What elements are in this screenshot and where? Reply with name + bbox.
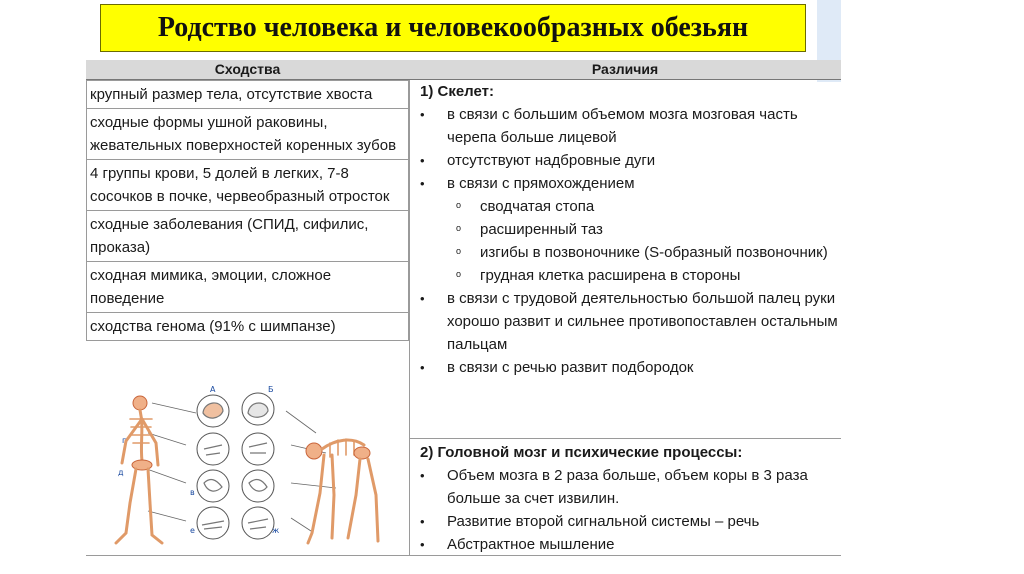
ape-skeleton-icon	[306, 439, 378, 543]
similarity-item: сходные формы ушной раковины, жевательных поверхностей коренных зубов	[86, 108, 409, 160]
skeleton-comparison-figure	[86, 383, 409, 555]
differences-column	[410, 80, 841, 555]
list-item: • в связи с большим объемом мозга мозговая часть черепа больше лицевой	[410, 103, 841, 149]
page-title: Родство человека и человекообразных обезьян	[157, 12, 749, 43]
letter-zh: ж	[272, 526, 280, 535]
sub-list-item: o грудная клетка расширена в стороны	[410, 264, 841, 287]
list-item: • в связи с речью развит подбородок	[410, 356, 841, 379]
brain-section-title: 2) Головной мозг и психические процессы:	[420, 444, 743, 461]
title-banner	[100, 4, 806, 52]
similarity-item: сходства генома (91% с шимпанзе)	[86, 312, 409, 341]
table-header	[86, 60, 841, 80]
similarities-column	[86, 80, 409, 341]
similarity-item: 4 группы крови, 5 долей в легких, 7-8 сосочков в почке, червеобразный отросток	[86, 159, 409, 211]
letter-e: е	[190, 526, 195, 535]
list-item: • Развитие второй сигнальной системы – речь	[410, 510, 841, 533]
table-bottom-border	[86, 555, 841, 556]
letter-g: г	[122, 436, 127, 445]
list-item: • Абстрактное мышление	[410, 533, 841, 556]
similarity-item: сходная мимика, эмоции, сложное поведение	[86, 261, 409, 313]
skeleton-illustration	[86, 383, 409, 555]
sub-list-item: o расширенный таз	[410, 218, 841, 241]
list-item: • в связи с трудовой деятельностью большой палец руки хорошо развит и сильнее противопоставлен остальным пальцам	[410, 287, 841, 356]
similarity-item: крупный размер тела, отсутствие хвоста	[86, 80, 409, 109]
letter-d: д	[118, 468, 124, 477]
sub-list-item: o изгибы в позвоночнике (S-образный позвоночник)	[410, 241, 841, 264]
letter-b: Б	[268, 385, 274, 394]
list-item: • Объем мозга в 2 раза больше, объем коры в 3 раза больше за счет извилин.	[410, 464, 841, 510]
skeleton-section-title: 1) Скелет:	[420, 83, 495, 100]
letter-v: в	[190, 488, 195, 497]
section-divider	[410, 438, 841, 439]
pointer-lines	[144, 403, 336, 531]
header-similarities: Сходства	[214, 61, 281, 77]
header-differences: Различия	[591, 61, 659, 77]
brain-section	[410, 441, 841, 556]
similarity-item: сходные заболевания (СПИД, сифилис, проказа)	[86, 210, 409, 262]
list-item: • отсутствуют надбровные дуги	[410, 149, 841, 172]
letter-a: А	[210, 385, 216, 394]
sub-list-item: o сводчатая стопа	[410, 195, 841, 218]
list-item: • в связи с прямохождением	[410, 172, 841, 195]
